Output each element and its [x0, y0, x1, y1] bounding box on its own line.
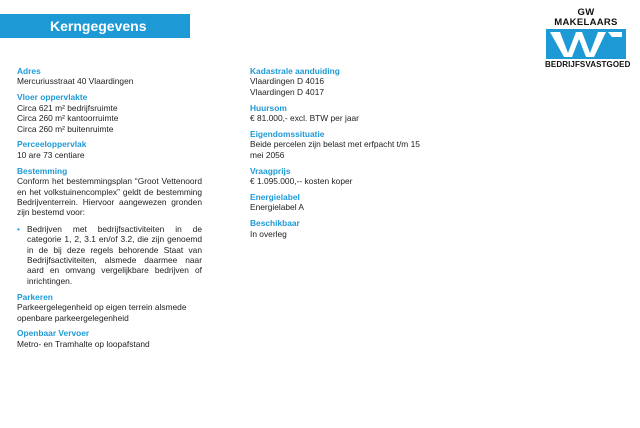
section-bestemming — [17, 166, 202, 286]
section-eigendom — [250, 129, 435, 160]
value-parkeren-1: Parkeergelegenheid op eigen terrein alsmede — [17, 302, 187, 313]
label-energie: Energielabel — [250, 192, 300, 203]
value-beschikbaar: In overleg — [250, 228, 287, 239]
right-column — [250, 66, 435, 245]
value-kadaster-1: Vlaardingen D 4016 — [250, 76, 325, 87]
value-parkeren-2: openbare parkeergelegenheid — [17, 312, 129, 323]
section-ov — [17, 328, 202, 349]
value-vloer-1: Circa 621 m² bedrijfsruimte — [17, 102, 118, 113]
list-item-text: Bedrijven met bedrijfsactiviteiten in de categorie 1, 2, 3.1 en/of 3.2, die zijn genoemd in de bij deze regels behorende Staat van Bedrijfsactiviteiten, alsmede daarmee naar aard en omvang vergelijkbare bedrijven of inrichtingen. — [27, 223, 202, 286]
label-eigendom: Eigendomssituatie — [250, 129, 325, 140]
label-beschikbaar: Beschikbaar — [250, 218, 300, 229]
label-ov: Openbaar Vervoer — [17, 328, 90, 339]
label-huur: Huursom — [250, 102, 287, 113]
section-vraagprijs — [250, 166, 435, 187]
label-vraagprijs: Vraagprijs — [250, 165, 291, 176]
section-energie — [250, 192, 435, 213]
label-parkeren: Parkeren — [17, 291, 53, 302]
value-vloer-3: Circa 260 m² buitenruimte — [17, 123, 114, 134]
logo-mark-icon — [546, 29, 626, 59]
value-ov: Metro- en Tramhalte op loopafstand — [17, 338, 150, 349]
value-energie: Energielabel A — [250, 202, 305, 213]
value-vloer-2: Circa 260 m² kantoorruimte — [17, 113, 119, 124]
value-kadaster-2: Vlaardingen D 4017 — [250, 86, 325, 97]
company-logo — [545, 7, 631, 69]
value-perceel: 10 are 73 centiare — [17, 149, 85, 160]
logo-bottom-text: BEDRIJFSVASTGOED — [545, 60, 631, 69]
bestemming-list — [17, 224, 202, 286]
label-adres: Adres — [17, 66, 41, 76]
label-vloer: Vloer oppervlakte — [17, 92, 88, 103]
list-item — [17, 224, 202, 286]
label-perceel: Perceeloppervlak — [17, 139, 87, 150]
value-bestemming: Conform het bestemmingsplan “Groot Vettenoord en het volkstuinencomplex” geldt de bestemming Bedrijventerrein. Hiervoor aangewezen gronden zijn bestemd voor: — [17, 176, 202, 218]
value-vraagprijs: € 1.095.000,-- kosten koper — [250, 176, 353, 187]
section-beschikbaar — [250, 218, 435, 239]
bullet-icon: • — [17, 223, 20, 234]
logo-top-text: GW MAKELAARS — [554, 7, 618, 28]
value-adres: Mercuriusstraat 40 Vlaardingen — [17, 76, 134, 87]
page-title: Kerngegevens — [0, 14, 190, 38]
label-kadaster: Kadastrale aanduiding — [250, 66, 340, 76]
section-vloer — [17, 92, 202, 134]
label-bestemming: Bestemming — [17, 165, 68, 176]
section-huur — [250, 103, 435, 124]
section-perceel — [17, 139, 202, 160]
section-kadaster — [250, 66, 435, 97]
left-column — [17, 66, 202, 355]
section-parkeren — [17, 292, 202, 323]
section-adres — [17, 66, 202, 87]
value-eigendom: Beide percelen zijn belast met erfpacht t/m 15 mei 2056 — [250, 139, 420, 160]
value-huur: € 81.000,- excl. BTW per jaar — [250, 113, 359, 124]
